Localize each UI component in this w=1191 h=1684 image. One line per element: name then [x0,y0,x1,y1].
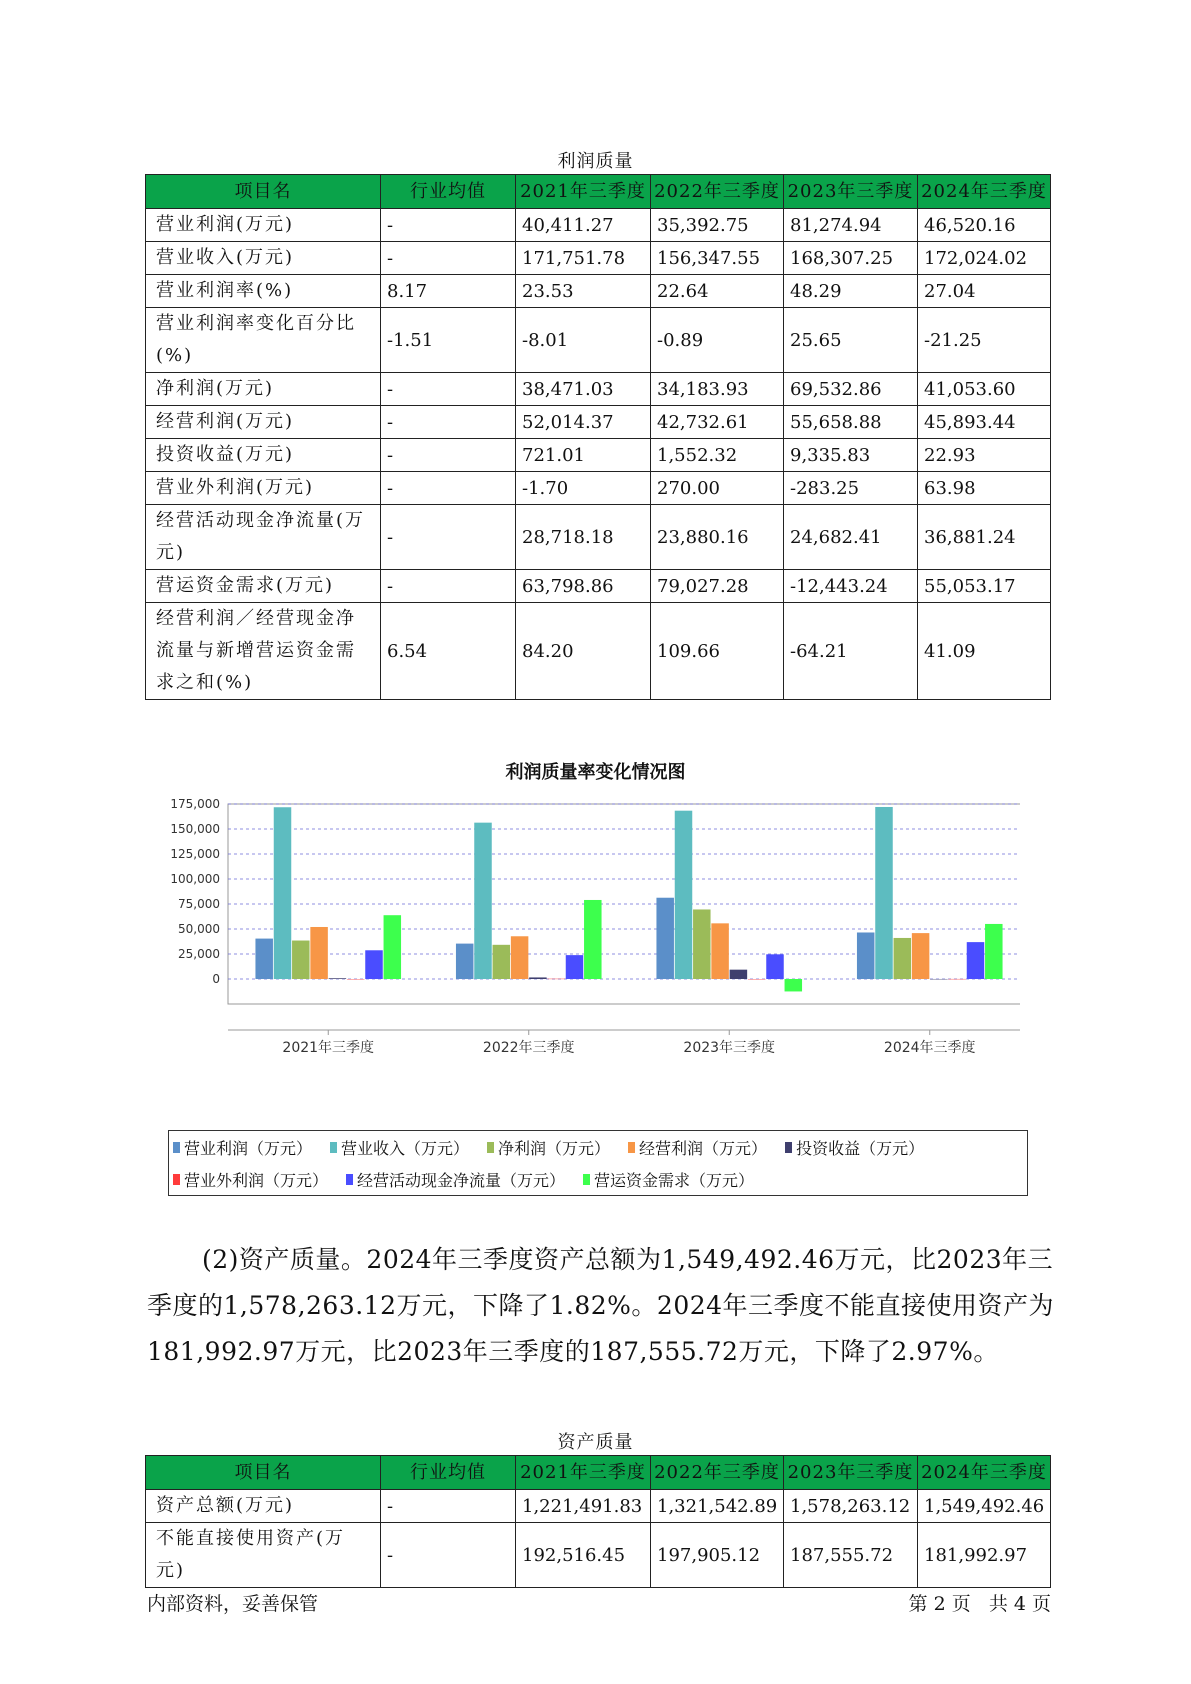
legend-label: 经营利润（万元） [639,1138,768,1158]
row-industry-avg: - [381,242,516,275]
row-value-cell: 55,053.17 [918,570,1051,603]
legend-item [628,1136,767,1159]
row-item-name: 营业利润(万元) [146,209,381,242]
profit-quality-table [145,174,1051,700]
legend-label: 营业外利润（万元） [184,1170,329,1190]
asset-quality-table [145,1455,1051,1588]
legend-label: 营业收入（万元） [341,1138,470,1158]
row-value-cell: -64.21 [784,603,918,700]
row-value-cell: 42,732.61 [651,406,784,439]
bar [985,924,1003,979]
header-2022q3: 2022年三季度 [651,175,784,209]
row-item-name: 不能直接使用资产(万元) [146,1523,381,1588]
row-value-cell: 168,307.25 [784,242,918,275]
asset-table-caption: 资产质量 [557,1432,634,1453]
legend-swatch [173,1174,180,1185]
row-value-cell: 1,549,492.46 [918,1490,1051,1523]
row-industry-avg: 6.54 [381,603,516,700]
header-2023q3: 2023年三季度 [784,1456,918,1490]
legend-label: 净利润（万元） [498,1138,611,1158]
table-row [146,1490,1051,1523]
row-industry-avg: - [381,406,516,439]
table-row [146,209,1051,242]
row-value-cell: 46,520.16 [918,209,1051,242]
row-value-cell: 38,471.03 [516,373,651,406]
row-value-cell: 23.53 [516,275,651,308]
table-row [146,439,1051,472]
row-value-cell: 23,880.16 [651,505,784,570]
table-row [146,603,1051,700]
bar [875,807,893,979]
legend-swatch [487,1142,494,1153]
bar [493,945,511,979]
row-value-cell: 156,347.55 [651,242,784,275]
row-value-cell: 63,798.86 [516,570,651,603]
row-industry-avg: - [381,505,516,570]
legend-label: 营运资金需求（万元） [594,1170,755,1190]
x-tick-label: 2024年三季度 [883,1040,976,1056]
row-value-cell: 172,024.02 [918,242,1051,275]
legend-label: 营业利润（万元） [184,1138,313,1158]
legend-item [173,1168,328,1191]
header-industry-avg: 行业均值 [381,1456,516,1490]
bar [675,811,693,979]
row-value-cell: -8.01 [516,308,651,373]
row-value-cell: 109.66 [651,603,784,700]
row-value-cell: 36,881.24 [918,505,1051,570]
row-value-cell: 69,532.86 [784,373,918,406]
bar [255,939,273,979]
row-value-cell: 1,552.32 [651,439,784,472]
y-tick-label: 100,000 [170,872,220,886]
header-2021q3: 2021年三季度 [516,1456,651,1490]
row-value-cell: 63.98 [918,472,1051,505]
bar [566,955,584,979]
legend-item [583,1168,754,1191]
y-tick-label: 150,000 [170,822,220,836]
y-tick-label: 75,000 [178,897,220,911]
bar [711,923,729,979]
legend-swatch [173,1142,180,1153]
row-item-name: 净利润(万元) [146,373,381,406]
row-value-cell: 22.93 [918,439,1051,472]
footer-confidential-note: 内部资料，妥善保管 [147,1593,319,1615]
bar [857,932,875,979]
bar [766,954,784,979]
bar [511,936,528,979]
row-item-name: 经营利润(万元) [146,406,381,439]
legend-swatch [628,1142,635,1153]
bar [329,978,347,979]
table-row [146,570,1051,603]
row-value-cell: 721.01 [516,439,651,472]
row-value-cell: 84.20 [516,603,651,700]
bar [693,909,711,979]
row-value-cell: 81,274.94 [784,209,918,242]
row-industry-avg: - [381,1490,516,1523]
table-row [146,505,1051,570]
profit-quality-bar-chart [150,790,1020,1130]
legend-swatch [583,1174,590,1185]
x-tick-label: 2022年三季度 [482,1040,575,1056]
table-row [146,275,1051,308]
bar [656,898,674,979]
y-tick-label: 125,000 [170,847,220,861]
row-value-cell: 192,516.45 [516,1523,651,1588]
row-value-cell: -1.70 [516,472,651,505]
row-value-cell: 1,321,542.89 [651,1490,784,1523]
table-row [146,373,1051,406]
header-2024q3: 2024年三季度 [918,1456,1051,1490]
header-industry-avg: 行业均值 [381,175,516,209]
row-industry-avg: - [381,373,516,406]
row-value-cell: 79,027.28 [651,570,784,603]
row-value-cell: -283.25 [784,472,918,505]
row-item-name: 经营活动现金净流量(万元) [146,505,381,570]
bar [274,807,292,979]
row-value-cell: 27.04 [918,275,1051,308]
row-value-cell: 24,682.41 [784,505,918,570]
row-value-cell: -21.25 [918,308,1051,373]
row-value-cell: 28,718.18 [516,505,651,570]
row-value-cell: 41,053.60 [918,373,1051,406]
header-item-name: 项目名 [146,175,381,209]
footer-page-number: 第 2 页 共 4 页 [908,1593,1051,1615]
row-item-name: 经营利润／经营现金净流量与新增营运资金需求之和(%) [146,603,381,700]
row-industry-avg: - [381,439,516,472]
row-value-cell: 40,411.27 [516,209,651,242]
legend-swatch [330,1142,337,1153]
legend-item [785,1136,924,1159]
row-value-cell: 197,905.12 [651,1523,784,1588]
row-item-name: 营业利润率(%) [146,275,381,308]
y-tick-label: 25,000 [178,947,220,961]
row-industry-avg: - [381,1523,516,1588]
legend-item [173,1136,312,1159]
header-2021q3: 2021年三季度 [516,175,651,209]
bar [474,823,492,979]
row-value-cell: -0.89 [651,308,784,373]
header-2024q3: 2024年三季度 [918,175,1051,209]
row-item-name: 投资收益(万元) [146,439,381,472]
legend-label: 投资收益（万元） [796,1138,925,1158]
legend-swatch [346,1174,353,1185]
row-value-cell: 55,658.88 [784,406,918,439]
profit-table-caption: 利润质量 [557,151,634,172]
row-industry-avg: - [381,570,516,603]
row-value-cell: 1,578,263.12 [784,1490,918,1523]
row-value-cell: 187,555.72 [784,1523,918,1588]
header-item-name: 项目名 [146,1456,381,1490]
row-value-cell: 181,992.97 [918,1523,1051,1588]
table-header-row [146,1456,1051,1490]
row-industry-avg: 8.17 [381,275,516,308]
legend-item [330,1136,469,1159]
row-item-name: 营业外利润(万元) [146,472,381,505]
table-header-row [146,175,1051,209]
asset-quality-paragraph [147,1237,1057,1375]
row-item-name: 营运资金需求(万元) [146,570,381,603]
table-row [146,406,1051,439]
chart-title: 利润质量率变化情况图 [505,762,686,783]
bar [912,933,930,979]
bar [730,970,748,979]
table-row [146,308,1051,373]
row-value-cell: 270.00 [651,472,784,505]
paragraph-text: (2)资产质量。2024年三季度资产总额为1,549,492.46万元，比2023年三季度的1,578,263.12万元，下降了1.82%。2024年三季度不能直接使用资产为181,992.97万元，比2023年三季度的187,555.72万元，下降了2.97%。 [147,1245,1055,1366]
legend-item [346,1168,565,1191]
row-value-cell: 25.65 [784,308,918,373]
row-value-cell: 1,221,491.83 [516,1490,651,1523]
header-2022q3: 2022年三季度 [651,1456,784,1490]
row-value-cell: -12,443.24 [784,570,918,603]
row-value-cell: 48.29 [784,275,918,308]
x-tick-label: 2023年三季度 [683,1040,776,1056]
row-item-name: 资产总额(万元) [146,1490,381,1523]
bar [785,979,803,991]
y-tick-label: 0 [212,972,220,986]
row-industry-avg: - [381,209,516,242]
row-industry-avg: -1.51 [381,308,516,373]
header-2023q3: 2023年三季度 [784,175,918,209]
y-tick-label: 175,000 [170,797,220,811]
row-industry-avg: - [381,472,516,505]
row-value-cell: 41.09 [918,603,1051,700]
row-value-cell: 45,893.44 [918,406,1051,439]
row-value-cell: 34,183.93 [651,373,784,406]
bar [529,977,547,979]
table-row [146,242,1051,275]
row-value-cell: 171,751.78 [516,242,651,275]
y-tick-label: 50,000 [178,922,220,936]
legend-swatch [785,1142,792,1153]
row-value-cell: 9,335.83 [784,439,918,472]
bar [384,915,402,979]
bar [292,941,310,979]
row-item-name: 营业收入(万元) [146,242,381,275]
row-item-name: 营业利润率变化百分比(%) [146,308,381,373]
bar [894,938,912,979]
bar [584,900,602,979]
bar [456,944,474,979]
x-tick-label: 2021年三季度 [282,1040,375,1056]
bar [365,950,383,979]
table-row [146,1523,1051,1588]
row-value-cell: 52,014.37 [516,406,651,439]
bar [967,942,985,979]
row-value-cell: 35,392.75 [651,209,784,242]
bar [310,927,328,979]
legend-label: 经营活动现金净流量（万元） [357,1170,566,1190]
chart-legend [168,1130,1028,1196]
table-row [146,472,1051,505]
row-value-cell: 22.64 [651,275,784,308]
legend-item [487,1136,610,1159]
